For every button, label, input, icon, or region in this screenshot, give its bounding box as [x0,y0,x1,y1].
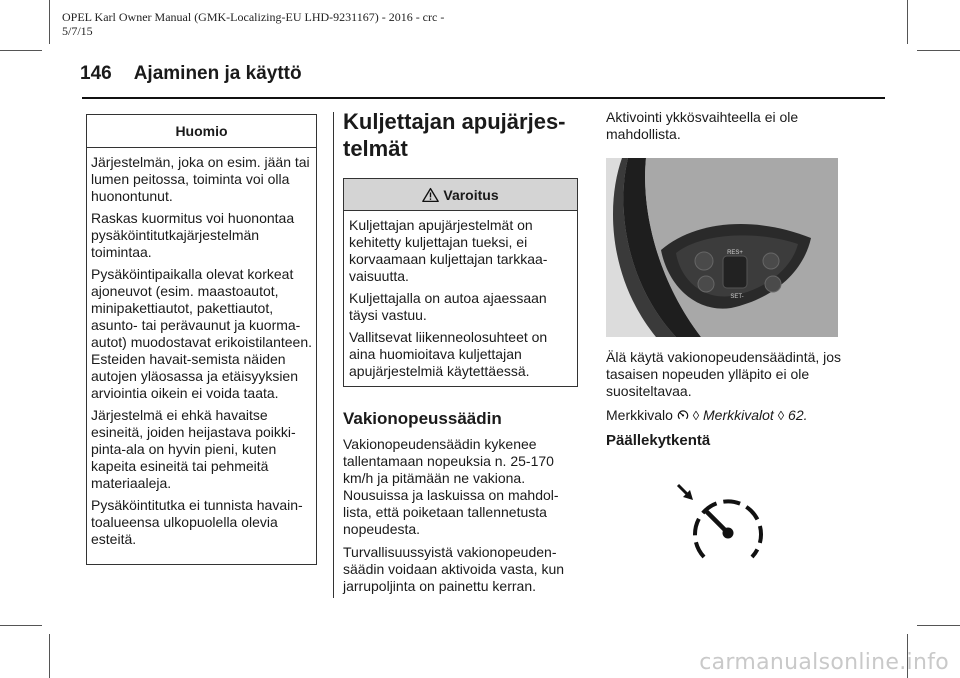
notice-body [87,148,316,548]
column-middle [343,108,583,601]
document-header-date: 5/7/15 [62,24,93,38]
notice-box [86,114,317,565]
crop-mark [917,50,960,51]
warning-paragraph: Kuljettajalla on autoa ajaessaan täysi vastuu. [349,290,547,323]
notice-paragraph: Pysäköintipaikalla olevat korkeat ajoneuvot (esim. maastoautot, minipakettiautot, pakettiautot, asunto- tai perävaunut ja kuorma-autot) muodostavat erikoistilanteen. Esteiden havait-semista näiden autojen yläosassa ja etäisyyksien arviointia oikein ei voida taata. [91,266,313,401]
warning-body [344,211,577,386]
header-rule [82,97,885,99]
cruise-control-indicator-icon [677,409,689,421]
cruise-paragraph: Vakionopeudensäädin kykenee tallentamaan nopeuksia n. 25-170 km/h ja pitämään ne vakiona. Nousuissa ja laskuissa on mahdol-lista, että poiketaan tallennetusta nopeudesta. [343,436,559,537]
crop-mark [49,0,50,44]
indicator-label: Merkkivalo [606,407,673,423]
page-title: Ajaminen ja käyttö [133,63,302,84]
reference-link[interactable]: Merkkivalot [703,407,774,423]
page-header [80,63,302,85]
crop-mark [49,634,50,678]
column-divider [333,112,334,598]
crop-mark [0,50,42,51]
document-header [62,10,522,38]
indicator-reference [606,407,846,424]
wheel-label-res: RES+ [727,250,743,256]
cruise-control-icon [674,481,770,567]
notice-paragraph: Pysäköintitutka ei tunnista havain-toalueensa ulkopuolella olevia esteitä. [91,497,303,547]
page-number: 146 [80,63,112,84]
document-header-line: OPEL Karl Owner Manual (GMK-Localizing-EU LHD-9231167) - 2016 - crc - [62,10,445,24]
usage-note: Älä käytä vakionopeudensäädintä, jos tasaisen nopeuden ylläpito ei ole suositeltavaa. [606,349,842,399]
crop-mark [0,625,42,626]
reference-arrow-icon: ◊ [777,408,785,423]
warning-title: Varoitus [443,186,499,203]
switch-on-heading: Päällekytkentä [606,432,711,449]
warning-box [343,178,578,387]
reference-arrow-icon: ◊ [692,408,700,423]
notice-paragraph: Järjestelmän, joka on esim. jään tai lumen peitossa, toiminta voi olla huonontunut. [91,154,310,204]
cruise-control-heading: Vakionopeussäädin [343,409,502,428]
watermark: carmanualsonline.info [699,650,949,675]
wheel-label-set: SET- [730,294,744,300]
notice-paragraph: Raskas kuormitus voi huonontaa pysäköintitutkajärjestelmän toimintaa. [91,210,295,260]
crop-mark [917,625,960,626]
warning-header [344,179,577,211]
crop-mark [907,0,908,44]
steering-wheel-photo [606,158,838,337]
reference-page: 62. [788,407,808,423]
activation-note: Aktivointi ykkösvaihteella ei ole mahdollista. [606,109,799,142]
warning-paragraph: Kuljettajan apujärjestelmät on kehitetty kuljettajan tueksi, ei korvaamaan kuljettajan tarkkaa-vaisuutta. [349,217,548,284]
notice-title: Huomio [87,115,316,148]
cruise-paragraph: Turvallisuussyistä vakionopeuden-säädin voidaan aktivoida vasta, kun jarrupoljinta on painettu kerran. [343,544,565,594]
notice-paragraph: Järjestelmä ei ehkä havaitse esineitä, joiden heijastava poikki-pinta-ala on hyvin pieni, kuten kapeita esineitä tai pehmeitä materiaaleja. [91,407,296,491]
column-right [606,109,846,449]
warning-paragraph: Vallitsevat liikenneolosuhteet on aina huomioitava kuljettajan apujärjestelmiä käytettäessä. [349,329,548,379]
section-title: Kuljettajan apujärjes-telmät [343,109,566,161]
warning-triangle-icon [422,187,439,203]
